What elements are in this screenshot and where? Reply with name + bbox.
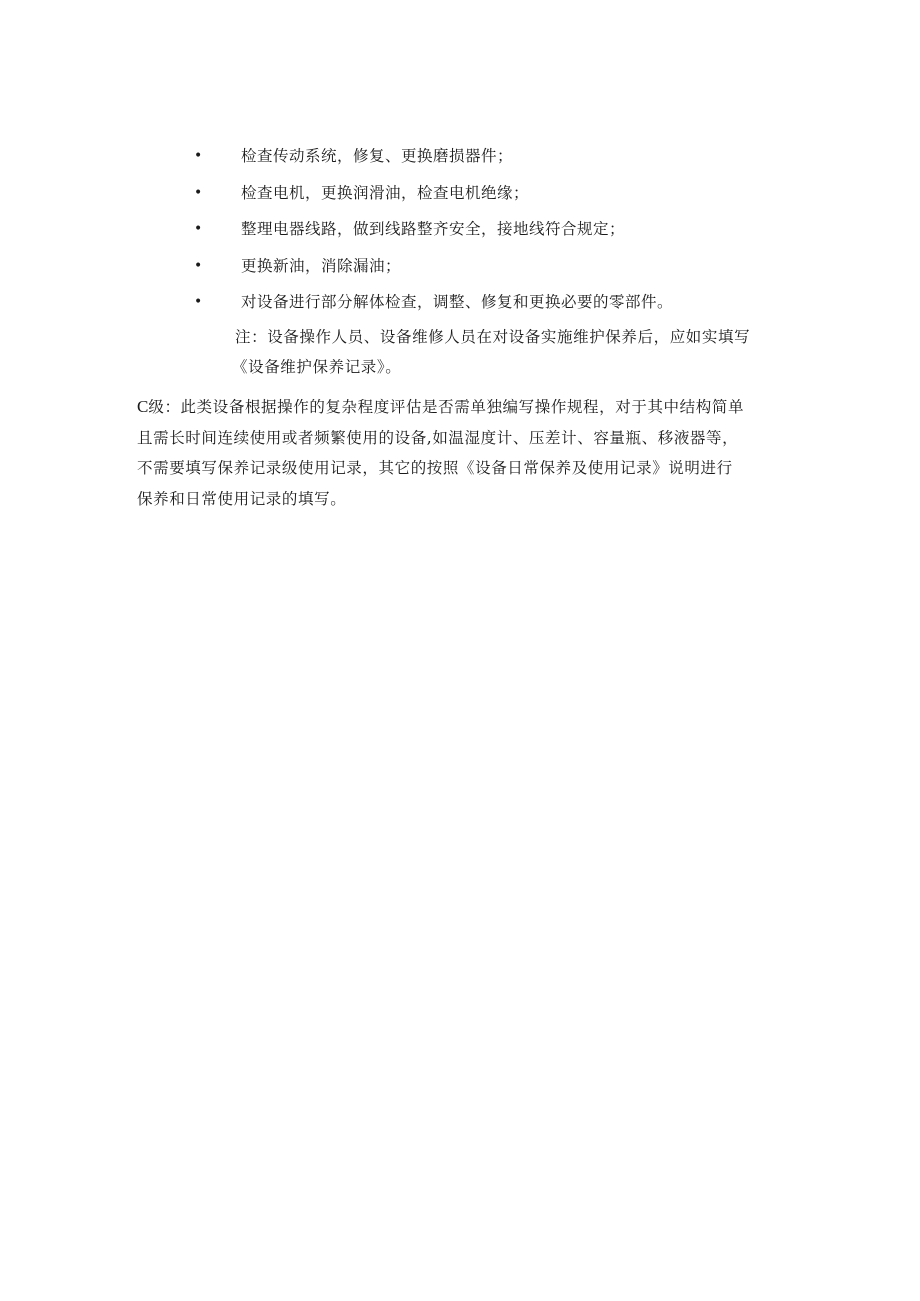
bullet-icon: •	[194, 257, 203, 274]
list-item-text: 整理电器线路，做到线路整齐安全，接地线符合规定；	[241, 220, 626, 238]
grade-c-line-1	[137, 392, 787, 423]
list-item	[190, 214, 790, 251]
list-item	[190, 178, 790, 215]
list-item-text: 检查电机，更换润滑油，检查电机绝缘；	[241, 183, 530, 202]
note-line-2: 《设备维护保养记录》。	[232, 358, 402, 376]
bullet-icon: •	[194, 148, 203, 164]
list-item	[190, 287, 790, 324]
grade-c-label: C	[137, 397, 149, 416]
maintenance-note	[232, 322, 784, 382]
list-item-text: 检查传动系统，修复、更换磨损器件；	[241, 147, 514, 165]
maintenance-item-list	[190, 141, 790, 324]
bullet-icon: •	[194, 184, 203, 201]
grade-c-paragraph	[137, 392, 787, 514]
list-item	[190, 251, 790, 288]
bullet-icon: •	[194, 294, 203, 310]
list-item-text: 更换新油，消除漏油；	[241, 256, 402, 275]
list-item	[190, 141, 790, 178]
grade-c-line-1-text: 级：此类设备根据操作的复杂程度评估是否需单独编写操作规程，对于其中结构简单	[148, 398, 745, 416]
note-line-1: 注：设备操作人员、设备维修人员在对设备实施维护保养后，应如实填写	[235, 328, 751, 346]
list-item-text: 对设备进行部分解体检查，调整、修复和更换必要的零部件。	[241, 293, 674, 311]
bullet-icon: •	[194, 221, 203, 237]
grade-c-line-3: 不需要填写保养记录级使用记录，其它的按照《设备日常保养及使用记录》说明进行	[137, 459, 733, 477]
grade-c-line-2: 且需长时间连续使用或者频繁使用的设备,如温湿度计、压差计、容量瓶、移液器等，	[137, 428, 739, 447]
grade-c-line-4: 保养和日常使用记录的填写。	[137, 489, 347, 508]
